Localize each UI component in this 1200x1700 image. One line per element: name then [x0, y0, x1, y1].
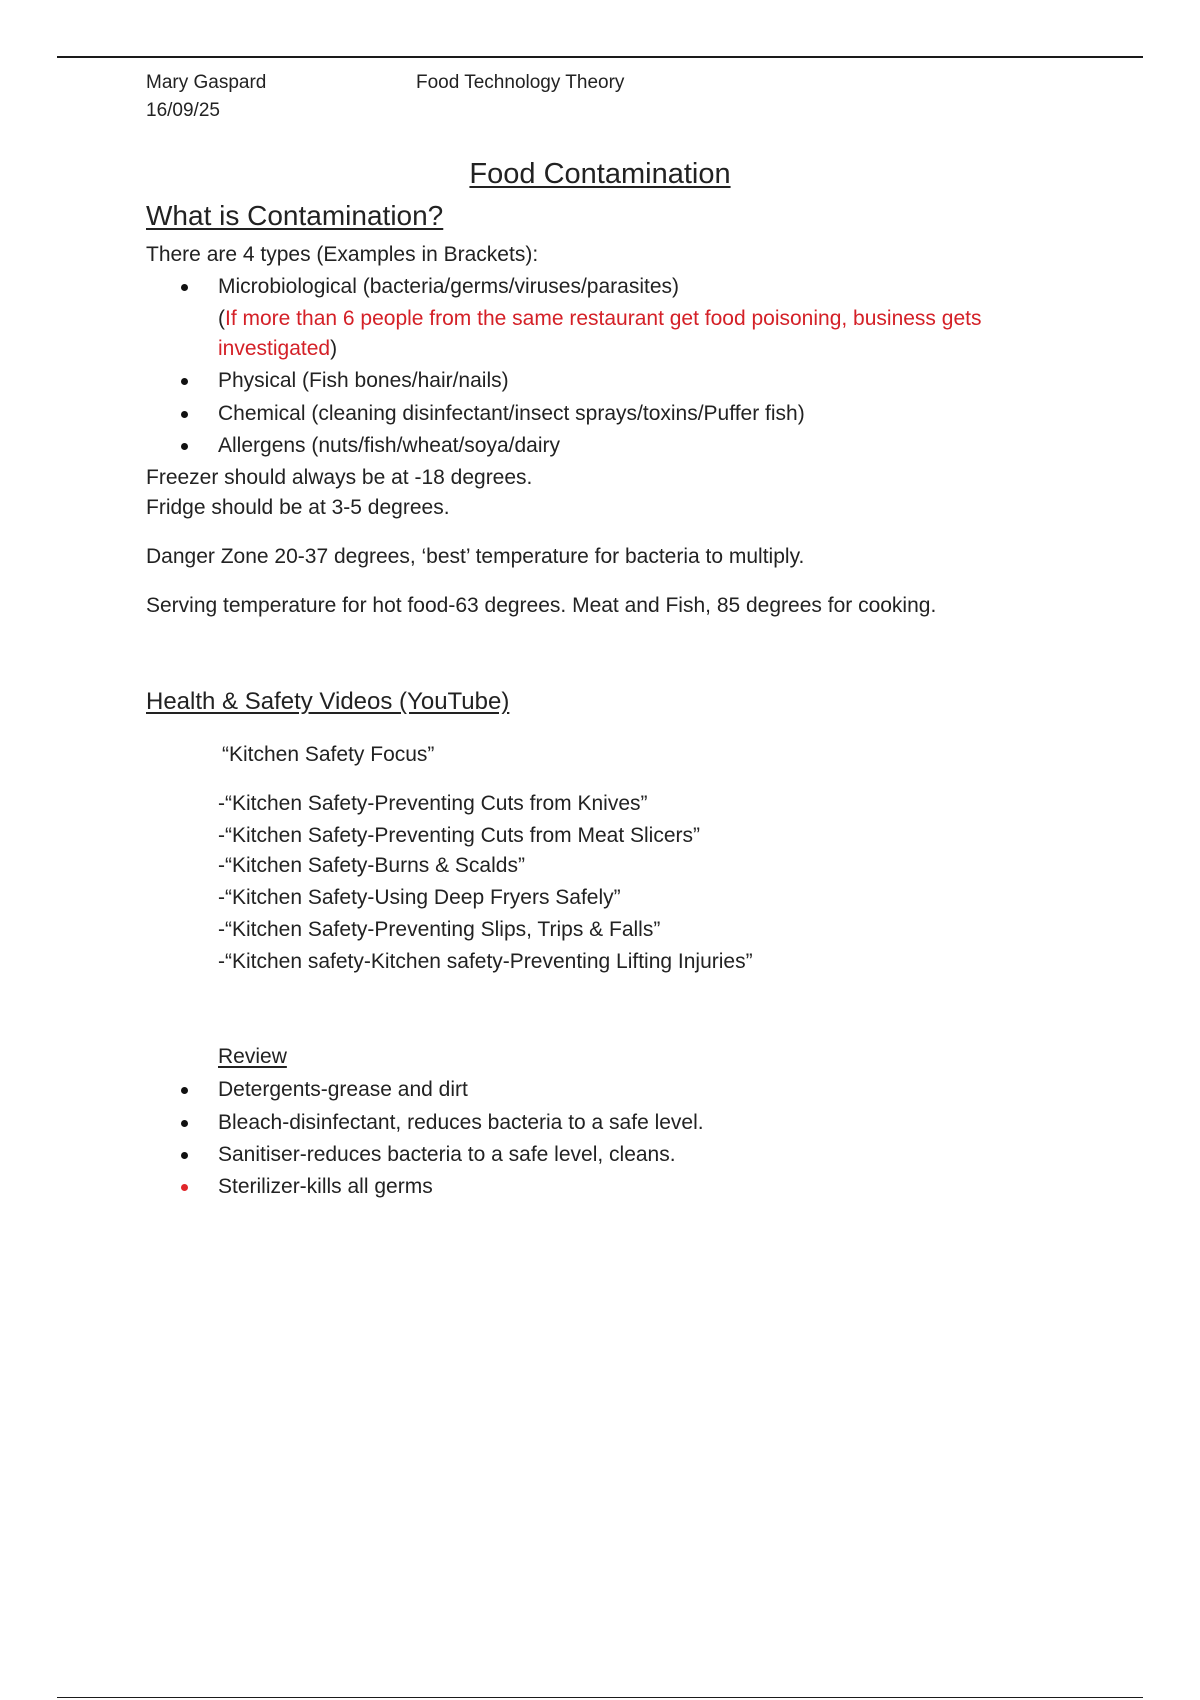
video-item: -“Kitchen Safety-Preventing Slips, Trips & Falls” — [218, 918, 661, 941]
header-rule — [57, 56, 1143, 58]
restaurant-note-text-2: investigated — [218, 337, 331, 360]
type-allergens: Allergens (nuts/fish/wheat/soya/dairy — [218, 434, 560, 457]
kitchen-safety-focus: “Kitchen Safety Focus” — [222, 743, 435, 766]
bullet-dot — [181, 1152, 188, 1159]
video-item: -“Kitchen Safety-Preventing Cuts from Meat Slicers” — [218, 824, 700, 847]
subject-title: Food Technology Theory — [416, 72, 625, 93]
danger-zone: Danger Zone 20-37 degrees, ‘best’ temperature for bacteria to multiply. — [146, 545, 805, 568]
video-item: -“Kitchen Safety-Using Deep Fryers Safely” — [218, 886, 621, 909]
restaurant-note-text: If more than 6 people from the same restaurant get food poisoning, business gets — [225, 307, 982, 330]
video-item: -“Kitchen Safety-Preventing Cuts from Knives” — [218, 792, 648, 815]
contamination-heading: What is Contamination? — [146, 200, 444, 231]
page-title: Food Contamination — [469, 158, 731, 190]
restaurant-note-line2: investigated) — [218, 337, 338, 360]
document-date: 16/09/25 — [146, 100, 220, 121]
restaurant-note-line1: (If more than 6 people from the same restaurant get food poisoning, business gets — [218, 307, 982, 330]
review-item: Sanitiser-reduces bacteria to a safe level, cleans. — [218, 1143, 676, 1166]
type-microbiological: Microbiological (bacteria/germs/viruses/parasites) — [218, 275, 679, 298]
fridge-temp: Fridge should be at 3-5 degrees. — [146, 496, 450, 519]
type-chemical: Chemical (cleaning disinfectant/insect sprays/toxins/Puffer fish) — [218, 402, 805, 425]
videos-heading: Health & Safety Videos (YouTube) — [146, 688, 510, 715]
bullet-dot — [181, 411, 188, 418]
review-item: Detergents-grease and dirt — [218, 1078, 468, 1101]
freezer-temp: Freezer should always be at -18 degrees. — [146, 466, 533, 489]
serving-temp: Serving temperature for hot food-63 degrees. Meat and Fish, 85 degrees for cooking. — [146, 594, 937, 617]
bullet-dot — [181, 284, 188, 291]
footer-rule — [57, 1697, 1143, 1698]
review-item: Bleach-disinfectant, reduces bacteria to a safe level. — [218, 1111, 704, 1134]
review-item: Sterilizer-kills all germs — [218, 1175, 433, 1198]
types-intro: There are 4 types (Examples in Brackets): — [146, 243, 539, 266]
video-item: -“Kitchen safety-Kitchen safety-Preventing Lifting Injuries” — [218, 950, 753, 973]
video-item: -“Kitchen Safety-Burns & Scalds” — [218, 854, 525, 877]
bullet-dot — [181, 443, 188, 450]
bullet-dot — [181, 1087, 188, 1094]
bullet-dot-red — [181, 1184, 188, 1191]
review-heading: Review — [218, 1045, 287, 1068]
author-name: Mary Gaspard — [146, 72, 267, 93]
type-physical: Physical (Fish bones/hair/nails) — [218, 369, 509, 392]
bullet-dot — [181, 378, 188, 385]
bullet-dot — [181, 1120, 188, 1127]
